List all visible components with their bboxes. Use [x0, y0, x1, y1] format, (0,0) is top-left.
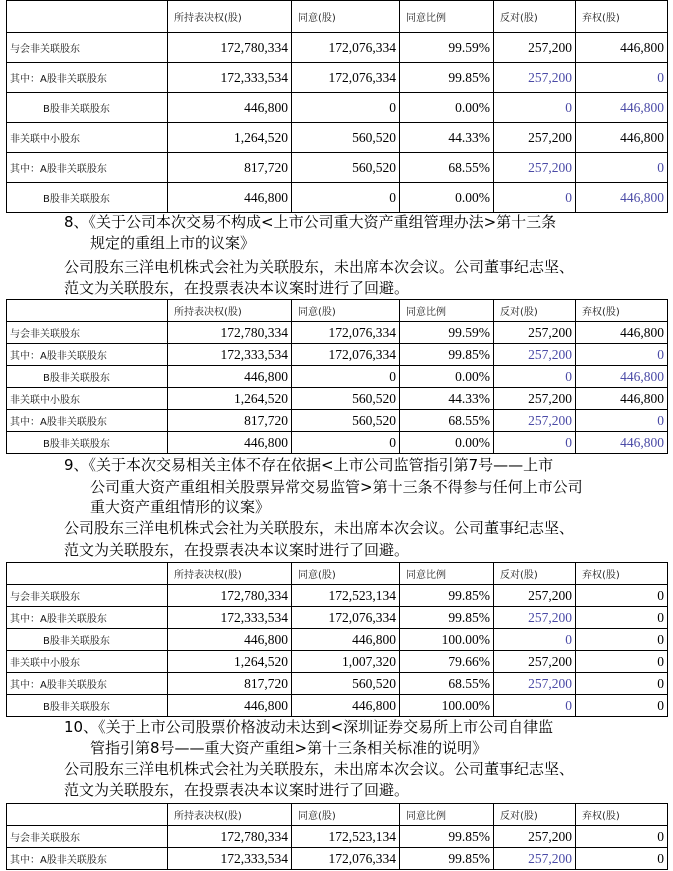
header-agree: 同意(股): [292, 563, 400, 585]
table-row: [7, 388, 668, 410]
held-cell: 172,780,334: [168, 322, 292, 344]
section-10-title-line2: 管指引第8号——重大资产重组>第十三条相关标准的说明》: [90, 739, 488, 757]
table-row: [7, 410, 668, 432]
against-cell: 257,200: [494, 123, 576, 153]
agree-cell: 446,800: [292, 695, 400, 717]
section-10-body-line1: 公司股东三洋电机株式会社为关联股东，未出席本次会议。公司董事纪志坚、: [64, 760, 575, 778]
against-cell: 257,200: [494, 410, 576, 432]
table-row: [7, 93, 668, 123]
row-label: 与会非关联股东: [7, 33, 168, 63]
ratio-cell: 0.00%: [400, 93, 494, 123]
abstain-cell: 446,800: [576, 322, 668, 344]
header-against: 反对(股): [494, 563, 576, 585]
table-row: [7, 629, 668, 651]
agree-cell: 172,523,134: [292, 826, 400, 848]
against-cell: 0: [494, 432, 576, 454]
header-ratio: 同意比例: [400, 804, 494, 826]
table-row: [7, 153, 668, 183]
table-row: [7, 848, 668, 870]
ratio-cell: 99.85%: [400, 344, 494, 366]
table-row: [7, 673, 668, 695]
row-label: 其中：A股非关联股东: [7, 410, 168, 432]
agree-cell: 0: [292, 93, 400, 123]
held-cell: 817,720: [168, 673, 292, 695]
row-label: B股非关联股东: [7, 695, 168, 717]
abstain-cell: 446,800: [576, 388, 668, 410]
section-9-title-line2: 公司重大资产重组相关股票异常交易监管>第十三条不得参与任何上市公司: [90, 478, 583, 496]
table-row: [7, 826, 668, 848]
row-label: 与会非关联股东: [7, 585, 168, 607]
header-against: 反对(股): [494, 804, 576, 826]
agree-cell: 172,076,334: [292, 322, 400, 344]
against-cell: 257,200: [494, 651, 576, 673]
ratio-cell: 100.00%: [400, 695, 494, 717]
against-cell: 0: [494, 93, 576, 123]
against-cell: 0: [494, 366, 576, 388]
header-ratio: 同意比例: [400, 1, 494, 33]
table-header-row: [7, 300, 668, 322]
ratio-cell: 99.85%: [400, 826, 494, 848]
abstain-cell: 0: [576, 695, 668, 717]
row-label: 非关联中小股东: [7, 388, 168, 410]
agree-cell: 172,076,334: [292, 607, 400, 629]
held-cell: 817,720: [168, 410, 292, 432]
against-cell: 257,200: [494, 153, 576, 183]
against-cell: 257,200: [494, 322, 576, 344]
ratio-cell: 0.00%: [400, 432, 494, 454]
abstain-cell: 0: [576, 673, 668, 695]
ratio-cell: 68.55%: [400, 153, 494, 183]
ratio-cell: 79.66%: [400, 651, 494, 673]
against-cell: 257,200: [494, 848, 576, 870]
row-label: 与会非关联股东: [7, 826, 168, 848]
held-cell: 446,800: [168, 366, 292, 388]
agree-cell: 560,520: [292, 123, 400, 153]
header-against: 反对(股): [494, 1, 576, 33]
held-cell: 172,780,334: [168, 585, 292, 607]
ratio-cell: 68.55%: [400, 410, 494, 432]
ratio-cell: 44.33%: [400, 123, 494, 153]
abstain-cell: 446,800: [576, 123, 668, 153]
section-9-title-line1: 9、《关于本次交易相关主体不存在依据<上市公司监管指引第7号——上市: [64, 456, 554, 474]
agree-cell: 560,520: [292, 673, 400, 695]
abstain-cell: 0: [576, 63, 668, 93]
table-row: [7, 63, 668, 93]
row-label: B股非关联股东: [7, 183, 168, 213]
row-label: 其中：A股非关联股东: [7, 848, 168, 870]
ratio-cell: 99.85%: [400, 585, 494, 607]
table-row: [7, 695, 668, 717]
agree-cell: 560,520: [292, 410, 400, 432]
ratio-cell: 99.85%: [400, 848, 494, 870]
agree-cell: 172,076,334: [292, 344, 400, 366]
against-cell: 257,200: [494, 33, 576, 63]
agree-cell: 560,520: [292, 388, 400, 410]
against-cell: 257,200: [494, 673, 576, 695]
agree-cell: 0: [292, 432, 400, 454]
agree-cell: 172,523,134: [292, 585, 400, 607]
agree-cell: 172,076,334: [292, 848, 400, 870]
table-header-row: [7, 804, 668, 826]
abstain-cell: 446,800: [576, 93, 668, 123]
ratio-cell: 0.00%: [400, 183, 494, 213]
against-cell: 257,200: [494, 607, 576, 629]
row-label: 与会非关联股东: [7, 322, 168, 344]
section-9-body-line2: 范文为关联股东，在投票表决本议案时进行了回避。: [64, 541, 410, 559]
against-cell: 257,200: [494, 388, 576, 410]
against-cell: 257,200: [494, 344, 576, 366]
table-row: [7, 33, 668, 63]
ratio-cell: 99.59%: [400, 33, 494, 63]
ratio-cell: 100.00%: [400, 629, 494, 651]
header-held: 所持表决权(股): [168, 804, 292, 826]
section-8-title-line1: 8、《关于公司本次交易不构成<上市公司重大资产重组管理办法>第十三条: [64, 213, 557, 231]
table-header-row: [7, 1, 668, 33]
section-8-body-line2: 范文为关联股东，在投票表决本议案时进行了回避。: [64, 279, 410, 297]
held-cell: 172,333,534: [168, 848, 292, 870]
abstain-cell: 0: [576, 826, 668, 848]
table-row: [7, 123, 668, 153]
header-abstain: 弃权(股): [576, 563, 668, 585]
vote-table-3: [6, 562, 668, 717]
agree-cell: 1,007,320: [292, 651, 400, 673]
header-held: 所持表决权(股): [168, 1, 292, 33]
held-cell: 446,800: [168, 629, 292, 651]
table-row: [7, 585, 668, 607]
held-cell: 817,720: [168, 153, 292, 183]
held-cell: 1,264,520: [168, 388, 292, 410]
vote-table-2: [6, 299, 668, 454]
abstain-cell: 0: [576, 607, 668, 629]
row-label: 非关联中小股东: [7, 123, 168, 153]
ratio-cell: 99.59%: [400, 322, 494, 344]
header-held: 所持表决权(股): [168, 300, 292, 322]
against-cell: 257,200: [494, 63, 576, 93]
section-9-body-line1: 公司股东三洋电机株式会社为关联股东，未出席本次会议。公司董事纪志坚、: [64, 519, 575, 537]
row-label: B股非关联股东: [7, 366, 168, 388]
against-cell: 0: [494, 695, 576, 717]
table-row: [7, 607, 668, 629]
table-row: [7, 651, 668, 673]
held-cell: 172,333,534: [168, 607, 292, 629]
ratio-cell: 44.33%: [400, 388, 494, 410]
held-cell: 172,333,534: [168, 344, 292, 366]
held-cell: 446,800: [168, 183, 292, 213]
row-label: 其中：A股非关联股东: [7, 344, 168, 366]
section-9-title-line3: 重大资产重组情形的议案》: [90, 498, 271, 516]
table-row: [7, 322, 668, 344]
row-label: 其中：A股非关联股东: [7, 673, 168, 695]
abstain-cell: 0: [576, 629, 668, 651]
ratio-cell: 99.85%: [400, 63, 494, 93]
ratio-cell: 0.00%: [400, 366, 494, 388]
abstain-cell: 0: [576, 410, 668, 432]
table-row: [7, 432, 668, 454]
abstain-cell: 446,800: [576, 33, 668, 63]
held-cell: 446,800: [168, 432, 292, 454]
header-agree: 同意(股): [292, 1, 400, 33]
held-cell: 1,264,520: [168, 651, 292, 673]
table-row: [7, 183, 668, 213]
row-label: 其中：A股非关联股东: [7, 153, 168, 183]
row-label: B股非关联股东: [7, 629, 168, 651]
abstain-cell: 0: [576, 344, 668, 366]
table-row: [7, 366, 668, 388]
against-cell: 0: [494, 183, 576, 213]
held-cell: 446,800: [168, 93, 292, 123]
held-cell: 446,800: [168, 695, 292, 717]
table-row: [7, 344, 668, 366]
header-abstain: 弃权(股): [576, 804, 668, 826]
held-cell: 172,333,534: [168, 63, 292, 93]
abstain-cell: 446,800: [576, 432, 668, 454]
row-label: B股非关联股东: [7, 93, 168, 123]
held-cell: 172,780,334: [168, 33, 292, 63]
agree-cell: 446,800: [292, 629, 400, 651]
header-abstain: 弃权(股): [576, 1, 668, 33]
abstain-cell: 446,800: [576, 183, 668, 213]
section-8-body-line1: 公司股东三洋电机株式会社为关联股东，未出席本次会议。公司董事纪志坚、: [64, 258, 575, 276]
abstain-cell: 0: [576, 651, 668, 673]
vote-table-4: [6, 803, 668, 870]
against-cell: 257,200: [494, 826, 576, 848]
header-agree: 同意(股): [292, 804, 400, 826]
ratio-cell: 68.55%: [400, 673, 494, 695]
header-against: 反对(股): [494, 300, 576, 322]
table-header-row: [7, 563, 668, 585]
abstain-cell: 0: [576, 585, 668, 607]
row-label: 其中：A股非关联股东: [7, 63, 168, 93]
agree-cell: 172,076,334: [292, 33, 400, 63]
against-cell: 257,200: [494, 585, 576, 607]
header-abstain: 弃权(股): [576, 300, 668, 322]
vote-table-1: [6, 0, 668, 213]
abstain-cell: 0: [576, 153, 668, 183]
abstain-cell: 446,800: [576, 366, 668, 388]
section-10-title-line1: 10、《关于上市公司股票价格波动未达到<深圳证券交易所上市公司自律监: [64, 718, 554, 736]
section-8-title-line2: 规定的重组上市的议案》: [90, 234, 256, 252]
agree-cell: 172,076,334: [292, 63, 400, 93]
agree-cell: 0: [292, 183, 400, 213]
section-10-body-line2: 范文为关联股东，在投票表决本议案时进行了回避。: [64, 781, 410, 799]
abstain-cell: 0: [576, 848, 668, 870]
header-agree: 同意(股): [292, 300, 400, 322]
row-label: B股非关联股东: [7, 432, 168, 454]
ratio-cell: 99.85%: [400, 607, 494, 629]
row-label: 其中：A股非关联股东: [7, 607, 168, 629]
header-ratio: 同意比例: [400, 563, 494, 585]
agree-cell: 0: [292, 366, 400, 388]
held-cell: 172,780,334: [168, 826, 292, 848]
agree-cell: 560,520: [292, 153, 400, 183]
against-cell: 0: [494, 629, 576, 651]
held-cell: 1,264,520: [168, 123, 292, 153]
header-ratio: 同意比例: [400, 300, 494, 322]
row-label: 非关联中小股东: [7, 651, 168, 673]
header-held: 所持表决权(股): [168, 563, 292, 585]
